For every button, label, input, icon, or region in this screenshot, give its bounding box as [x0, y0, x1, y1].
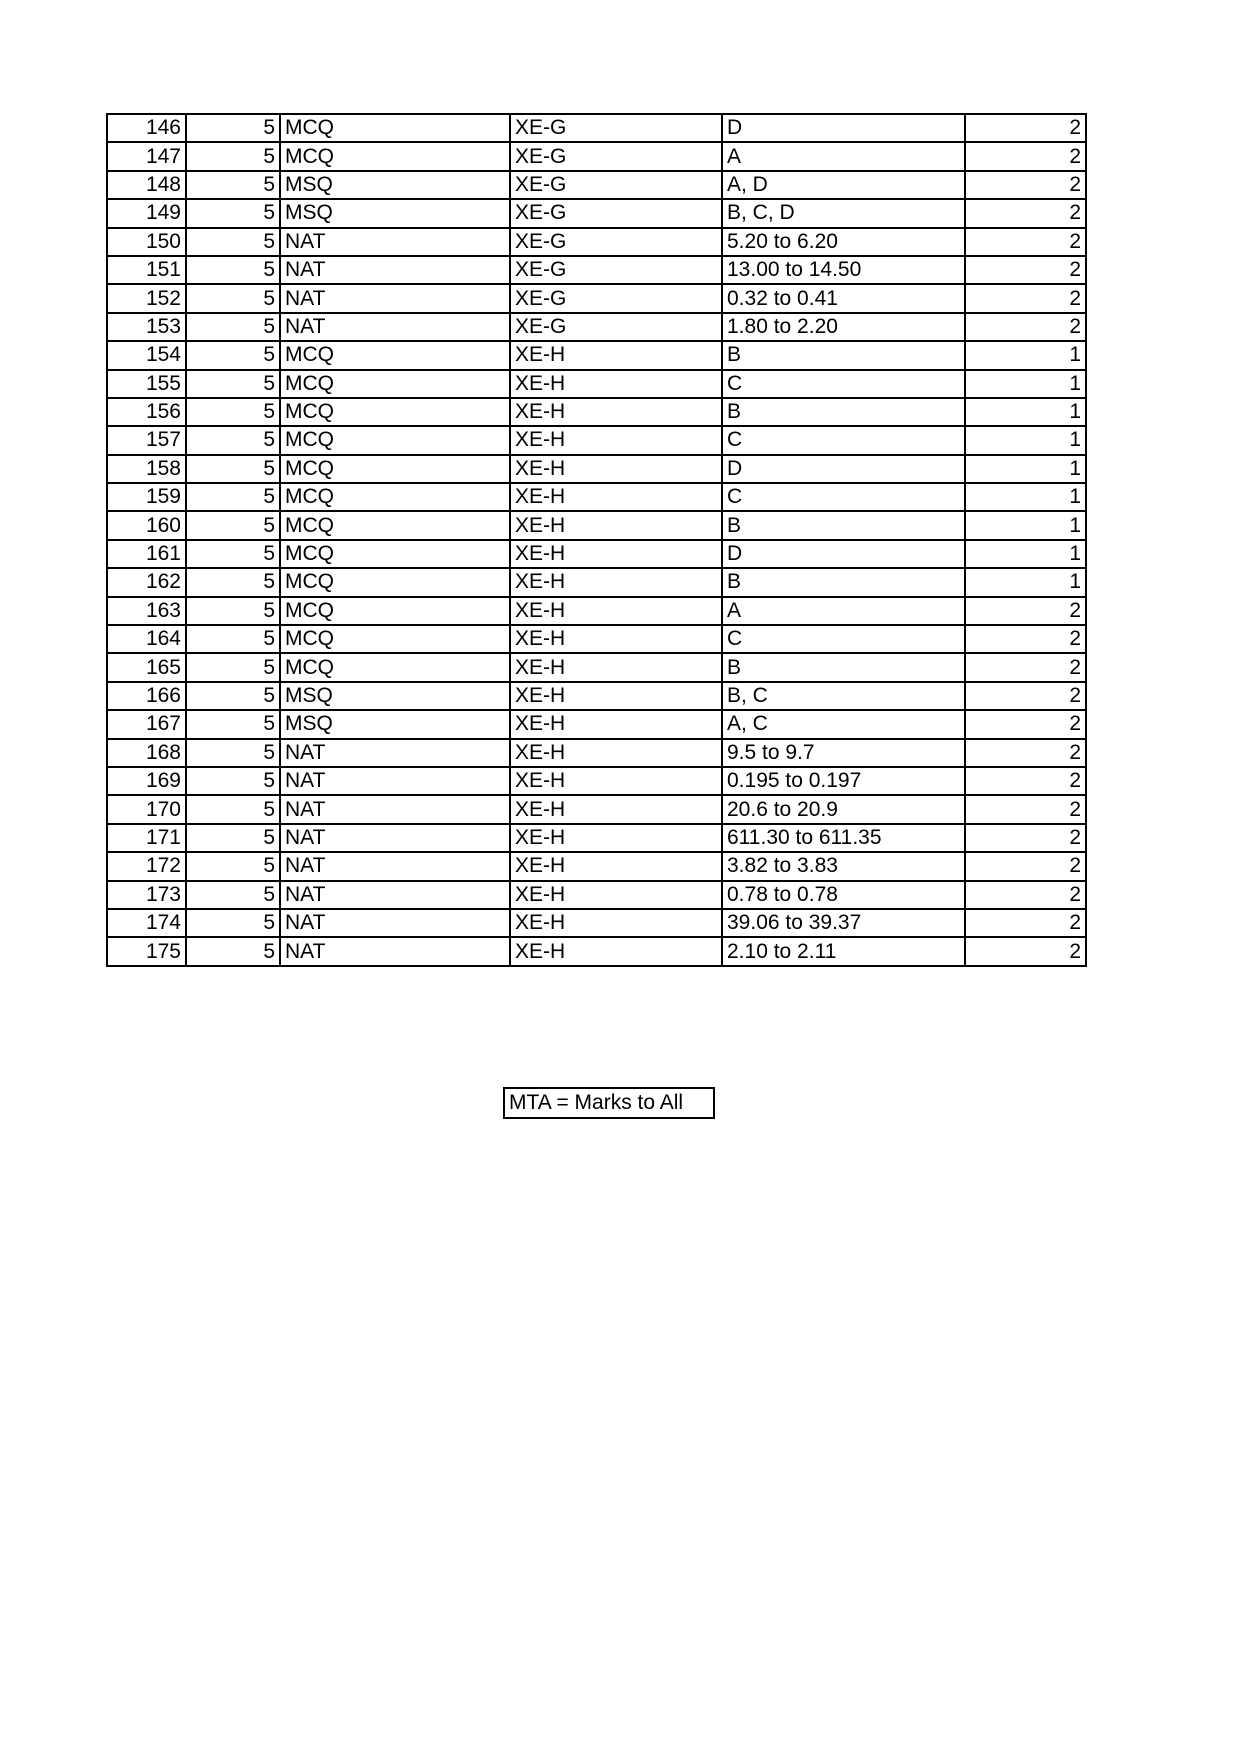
- section-cell: 5: [186, 881, 280, 909]
- marks-cell: 2: [965, 199, 1086, 227]
- table-row: [107, 597, 1086, 625]
- section-cell: 5: [186, 370, 280, 398]
- question-type-cell: MCQ: [280, 625, 510, 653]
- section-cell: 5: [186, 653, 280, 681]
- subject-code-cell: XE-H: [510, 937, 722, 965]
- subject-code-cell: XE-H: [510, 909, 722, 937]
- table-row: [107, 937, 1086, 965]
- marks-cell: 2: [965, 881, 1086, 909]
- marks-cell: 2: [965, 824, 1086, 852]
- subject-code-cell: XE-H: [510, 568, 722, 596]
- question-type-cell: NAT: [280, 228, 510, 256]
- question-number-cell: 147: [107, 142, 186, 170]
- question-type-cell: NAT: [280, 739, 510, 767]
- section-cell: 5: [186, 114, 280, 142]
- section-cell: 5: [186, 852, 280, 880]
- table-row: [107, 881, 1086, 909]
- question-type-cell: NAT: [280, 256, 510, 284]
- section-cell: 5: [186, 455, 280, 483]
- section-cell: 5: [186, 909, 280, 937]
- question-type-cell: MCQ: [280, 398, 510, 426]
- marks-cell: 2: [965, 284, 1086, 312]
- table-row: [107, 739, 1086, 767]
- answer-key-cell: B: [722, 568, 965, 596]
- question-type-cell: MSQ: [280, 171, 510, 199]
- table-row: [107, 540, 1086, 568]
- section-cell: 5: [186, 199, 280, 227]
- marks-cell: 2: [965, 767, 1086, 795]
- table-row: [107, 142, 1086, 170]
- question-number-cell: 175: [107, 937, 186, 965]
- subject-code-cell: XE-H: [510, 881, 722, 909]
- subject-code-cell: XE-H: [510, 398, 722, 426]
- answer-key-cell: 5.20 to 6.20: [722, 228, 965, 256]
- table-row: [107, 455, 1086, 483]
- subject-code-cell: XE-H: [510, 426, 722, 454]
- question-number-cell: 155: [107, 370, 186, 398]
- subject-code-cell: XE-H: [510, 455, 722, 483]
- question-type-cell: MCQ: [280, 653, 510, 681]
- question-type-cell: MCQ: [280, 568, 510, 596]
- table-row: [107, 710, 1086, 738]
- question-type-cell: NAT: [280, 767, 510, 795]
- question-number-cell: 171: [107, 824, 186, 852]
- question-type-cell: MCQ: [280, 597, 510, 625]
- marks-cell: 1: [965, 568, 1086, 596]
- question-type-cell: MCQ: [280, 370, 510, 398]
- section-cell: 5: [186, 483, 280, 511]
- answer-key-cell: 13.00 to 14.50: [722, 256, 965, 284]
- marks-cell: 2: [965, 171, 1086, 199]
- answer-key-cell: 9.5 to 9.7: [722, 739, 965, 767]
- question-type-cell: MCQ: [280, 142, 510, 170]
- answer-key-cell: A: [722, 597, 965, 625]
- question-number-cell: 151: [107, 256, 186, 284]
- question-number-cell: 154: [107, 341, 186, 369]
- section-cell: 5: [186, 682, 280, 710]
- table-row: [107, 370, 1086, 398]
- answer-key-cell: B: [722, 511, 965, 539]
- subject-code-cell: XE-H: [510, 597, 722, 625]
- subject-code-cell: XE-H: [510, 540, 722, 568]
- question-number-cell: 166: [107, 682, 186, 710]
- answer-key-cell: 1.80 to 2.20: [722, 313, 965, 341]
- table-row: [107, 284, 1086, 312]
- table-row: [107, 256, 1086, 284]
- question-number-cell: 161: [107, 540, 186, 568]
- question-type-cell: MCQ: [280, 341, 510, 369]
- question-type-cell: NAT: [280, 313, 510, 341]
- section-cell: 5: [186, 739, 280, 767]
- question-type-cell: NAT: [280, 824, 510, 852]
- subject-code-cell: XE-G: [510, 114, 722, 142]
- answer-key-cell: B, C, D: [722, 199, 965, 227]
- marks-cell: 2: [965, 142, 1086, 170]
- section-cell: 5: [186, 341, 280, 369]
- subject-code-cell: XE-H: [510, 370, 722, 398]
- marks-cell: 2: [965, 256, 1086, 284]
- table-row: [107, 767, 1086, 795]
- question-type-cell: NAT: [280, 909, 510, 937]
- answer-key-cell: B: [722, 398, 965, 426]
- section-cell: 5: [186, 568, 280, 596]
- subject-code-cell: XE-H: [510, 710, 722, 738]
- question-type-cell: NAT: [280, 852, 510, 880]
- question-type-cell: MCQ: [280, 483, 510, 511]
- table-row: [107, 341, 1086, 369]
- table-row: [107, 682, 1086, 710]
- question-number-cell: 150: [107, 228, 186, 256]
- table-row: [107, 568, 1086, 596]
- marks-cell: 2: [965, 682, 1086, 710]
- answer-key-cell: C: [722, 625, 965, 653]
- table-row: [107, 483, 1086, 511]
- marks-cell: 1: [965, 540, 1086, 568]
- answer-key-cell: 3.82 to 3.83: [722, 852, 965, 880]
- question-type-cell: NAT: [280, 881, 510, 909]
- question-type-cell: MCQ: [280, 455, 510, 483]
- answer-key-cell: C: [722, 426, 965, 454]
- subject-code-cell: XE-G: [510, 313, 722, 341]
- section-cell: 5: [186, 767, 280, 795]
- table-row: [107, 228, 1086, 256]
- marks-cell: 1: [965, 455, 1086, 483]
- question-number-cell: 167: [107, 710, 186, 738]
- answer-key-cell: 2.10 to 2.11: [722, 937, 965, 965]
- question-type-cell: MSQ: [280, 710, 510, 738]
- table-row: [107, 398, 1086, 426]
- marks-cell: 2: [965, 710, 1086, 738]
- question-number-cell: 164: [107, 625, 186, 653]
- answer-key-cell: B: [722, 341, 965, 369]
- subject-code-cell: XE-G: [510, 199, 722, 227]
- section-cell: 5: [186, 398, 280, 426]
- section-cell: 5: [186, 142, 280, 170]
- table-row: [107, 171, 1086, 199]
- marks-cell: 2: [965, 597, 1086, 625]
- table-row: [107, 426, 1086, 454]
- question-type-cell: MSQ: [280, 682, 510, 710]
- question-number-cell: 153: [107, 313, 186, 341]
- answer-key-cell: 0.78 to 0.78: [722, 881, 965, 909]
- question-number-cell: 160: [107, 511, 186, 539]
- answer-key-rows: [107, 114, 1086, 966]
- question-number-cell: 163: [107, 597, 186, 625]
- section-cell: 5: [186, 511, 280, 539]
- answer-key-cell: C: [722, 483, 965, 511]
- section-cell: 5: [186, 426, 280, 454]
- table-row: [107, 625, 1086, 653]
- subject-code-cell: XE-H: [510, 653, 722, 681]
- answer-key-cell: A, C: [722, 710, 965, 738]
- marks-cell: 1: [965, 370, 1086, 398]
- question-number-cell: 149: [107, 199, 186, 227]
- answer-key-cell: A, D: [722, 171, 965, 199]
- marks-cell: 2: [965, 625, 1086, 653]
- answer-key-table: [106, 113, 1087, 967]
- marks-cell: 1: [965, 511, 1086, 539]
- question-type-cell: MCQ: [280, 511, 510, 539]
- section-cell: 5: [186, 625, 280, 653]
- table-row: [107, 114, 1086, 142]
- answer-key-cell: 0.195 to 0.197: [722, 767, 965, 795]
- question-type-cell: MSQ: [280, 199, 510, 227]
- subject-code-cell: XE-H: [510, 682, 722, 710]
- table-row: [107, 511, 1086, 539]
- question-number-cell: 152: [107, 284, 186, 312]
- section-cell: 5: [186, 228, 280, 256]
- answer-key-cell: A: [722, 142, 965, 170]
- question-number-cell: 157: [107, 426, 186, 454]
- marks-cell: 2: [965, 909, 1086, 937]
- answer-key-cell: D: [722, 455, 965, 483]
- question-number-cell: 148: [107, 171, 186, 199]
- marks-cell: 1: [965, 483, 1086, 511]
- answer-key-cell: B, C: [722, 682, 965, 710]
- question-type-cell: MCQ: [280, 540, 510, 568]
- marks-cell: 2: [965, 739, 1086, 767]
- section-cell: 5: [186, 710, 280, 738]
- answer-key-cell: 611.30 to 611.35: [722, 824, 965, 852]
- question-number-cell: 146: [107, 114, 186, 142]
- answer-key-cell: B: [722, 653, 965, 681]
- subject-code-cell: XE-H: [510, 852, 722, 880]
- question-type-cell: NAT: [280, 937, 510, 965]
- section-cell: 5: [186, 313, 280, 341]
- subject-code-cell: XE-G: [510, 142, 722, 170]
- question-type-cell: NAT: [280, 284, 510, 312]
- question-number-cell: 158: [107, 455, 186, 483]
- table-row: [107, 795, 1086, 823]
- table-row: [107, 199, 1086, 227]
- subject-code-cell: XE-H: [510, 739, 722, 767]
- question-number-cell: 172: [107, 852, 186, 880]
- subject-code-cell: XE-G: [510, 228, 722, 256]
- answer-key-cell: C: [722, 370, 965, 398]
- marks-cell: 2: [965, 852, 1086, 880]
- marks-cell: 2: [965, 653, 1086, 681]
- section-cell: 5: [186, 597, 280, 625]
- marks-cell: 1: [965, 426, 1086, 454]
- subject-code-cell: XE-G: [510, 256, 722, 284]
- question-number-cell: 156: [107, 398, 186, 426]
- marks-cell: 2: [965, 114, 1086, 142]
- section-cell: 5: [186, 795, 280, 823]
- question-number-cell: 159: [107, 483, 186, 511]
- section-cell: 5: [186, 540, 280, 568]
- table-row: [107, 852, 1086, 880]
- question-number-cell: 169: [107, 767, 186, 795]
- question-type-cell: NAT: [280, 795, 510, 823]
- table-row: [107, 313, 1086, 341]
- answer-key-cell: 0.32 to 0.41: [722, 284, 965, 312]
- subject-code-cell: XE-G: [510, 284, 722, 312]
- marks-cell: 1: [965, 341, 1086, 369]
- subject-code-cell: XE-H: [510, 511, 722, 539]
- subject-code-cell: XE-H: [510, 767, 722, 795]
- section-cell: 5: [186, 937, 280, 965]
- question-number-cell: 170: [107, 795, 186, 823]
- question-number-cell: 174: [107, 909, 186, 937]
- question-number-cell: 162: [107, 568, 186, 596]
- marks-cell: 2: [965, 228, 1086, 256]
- answer-key-cell: D: [722, 540, 965, 568]
- question-number-cell: 165: [107, 653, 186, 681]
- question-type-cell: MCQ: [280, 426, 510, 454]
- subject-code-cell: XE-H: [510, 824, 722, 852]
- answer-key-cell: D: [722, 114, 965, 142]
- section-cell: 5: [186, 284, 280, 312]
- subject-code-cell: XE-H: [510, 795, 722, 823]
- question-type-cell: MCQ: [280, 114, 510, 142]
- marks-cell: 2: [965, 313, 1086, 341]
- mta-legend: MTA = Marks to All: [503, 1087, 715, 1119]
- table-row: [107, 824, 1086, 852]
- subject-code-cell: XE-G: [510, 171, 722, 199]
- subject-code-cell: XE-H: [510, 625, 722, 653]
- answer-key-cell: 20.6 to 20.9: [722, 795, 965, 823]
- table-row: [107, 653, 1086, 681]
- question-number-cell: 173: [107, 881, 186, 909]
- section-cell: 5: [186, 824, 280, 852]
- marks-cell: 1: [965, 398, 1086, 426]
- subject-code-cell: XE-H: [510, 341, 722, 369]
- question-number-cell: 168: [107, 739, 186, 767]
- section-cell: 5: [186, 256, 280, 284]
- answer-key-cell: 39.06 to 39.37: [722, 909, 965, 937]
- table-row: [107, 909, 1086, 937]
- subject-code-cell: XE-H: [510, 483, 722, 511]
- marks-cell: 2: [965, 795, 1086, 823]
- marks-cell: 2: [965, 937, 1086, 965]
- section-cell: 5: [186, 171, 280, 199]
